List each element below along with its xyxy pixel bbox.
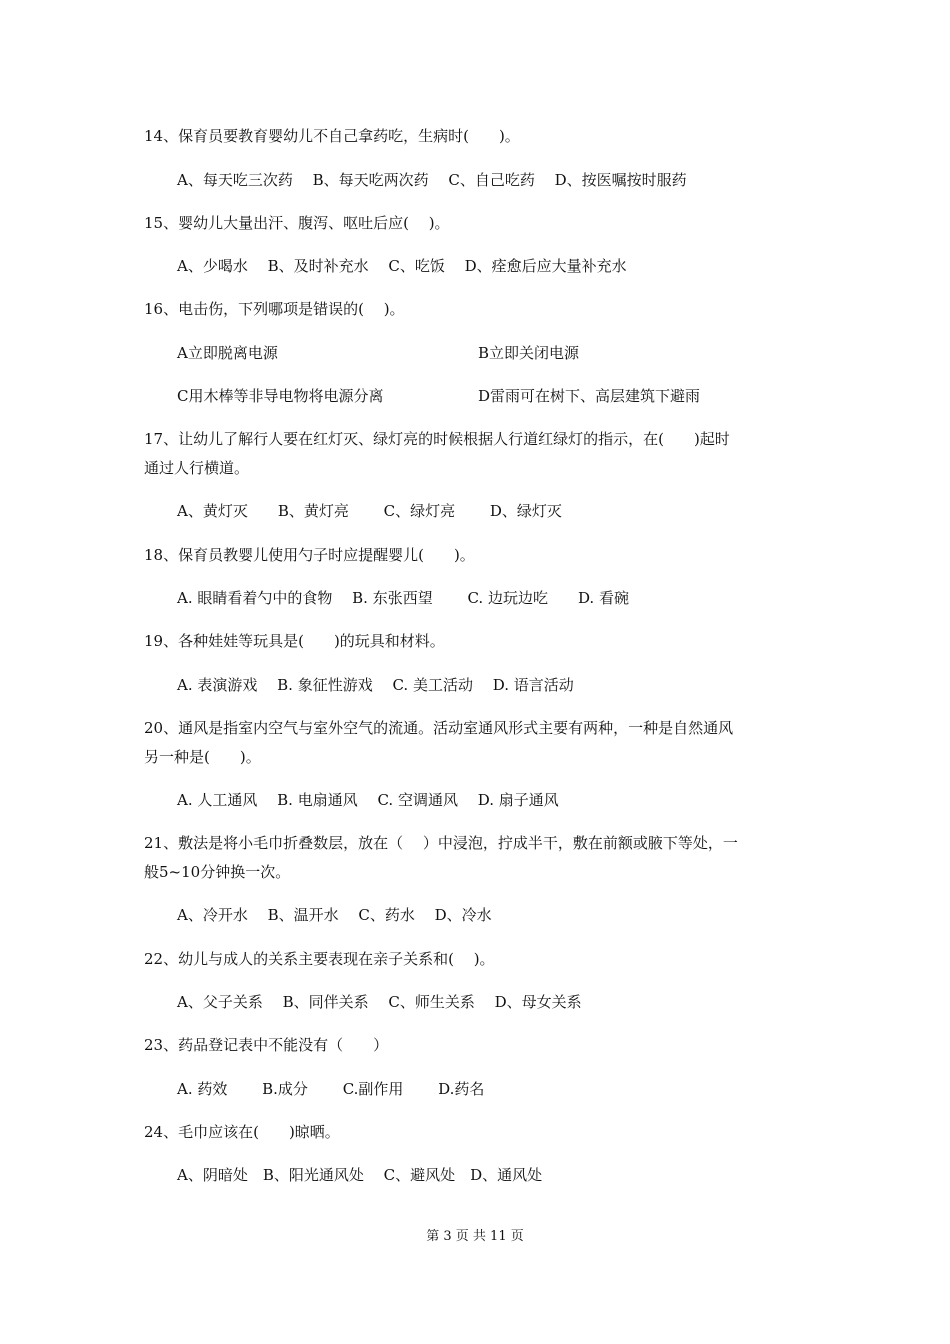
question-20-options: A. 人工通风 B. 电扇通风 C. 空调通风 D. 扇子通风 — [177, 791, 559, 809]
question-18: 18、保育员教婴儿使用勺子时应提醒婴儿( )。 — [144, 546, 475, 564]
question-21-line-2: 般5~10分钟换一次。 — [144, 863, 291, 881]
question-17-line-1: 17、让幼儿了解行人要在红灯灭、绿灯亮的时候根据人行道红绿灯的指示，在( )起时 — [144, 430, 730, 448]
question-15-options: A、少喝水 B、及时补充水 C、吃饭 D、痊愈后应大量补充水 — [177, 257, 627, 275]
question-14: 14、保育员要教育婴幼儿不自己拿药吃，生病时( )。 — [144, 127, 520, 145]
question-23: 23、药品登记表中不能没有（ ） — [144, 1036, 389, 1054]
question-24: 24、毛巾应该在( )晾晒。 — [144, 1123, 340, 1141]
question-18-options: A. 眼睛看着勺中的食物 B. 东张西望 C. 边玩边吃 D. 看碗 — [177, 589, 629, 607]
question-19-options: A. 表演游戏 B. 象征性游戏 C. 美工活动 D. 语言活动 — [177, 676, 574, 694]
question-21-options: A、冷开水 B、温开水 C、药水 D、冷水 — [177, 906, 492, 924]
question-24-options: A、阴暗处 B、阳光通风处 C、避风处 D、通风处 — [177, 1166, 543, 1184]
question-22-options: A、父子关系 B、同伴关系 C、师生关系 D、母女关系 — [177, 993, 582, 1011]
question-16-option-d: D雷雨可在树下、高层建筑下避雨 — [478, 387, 701, 405]
question-17-line-2: 通过人行横道。 — [144, 459, 250, 477]
page-number-footer: 第 3 页 共 11 页 — [426, 1229, 524, 1244]
question-15: 15、婴幼儿大量出汗、腹泻、呕吐后应( )。 — [144, 214, 450, 232]
question-16-option-b: B立即关闭电源 — [478, 344, 580, 362]
question-21-line-1: 21、敷法是将小毛巾折叠数层，放在（ ）中浸泡，拧成半干，敷在前额或腋下等处，一 — [144, 834, 738, 852]
question-17-options: A、黄灯灭 B、黄灯亮 C、绿灯亮 D、绿灯灭 — [177, 502, 562, 520]
question-23-options: A. 药效 B.成分 C.副作用 D.药名 — [177, 1080, 485, 1098]
question-16: 16、电击伤，下列哪项是错误的( )。 — [144, 300, 405, 318]
question-14-options: A、每天吃三次药 B、每天吃两次药 C、自己吃药 D、按医嘱按时服药 — [177, 171, 687, 189]
question-22: 22、幼儿与成人的关系主要表现在亲子关系和( )。 — [144, 950, 495, 968]
question-19: 19、各种娃娃等玩具是( )的玩具和材料。 — [144, 632, 445, 650]
question-20-line-1: 20、通风是指室内空气与室外空气的流通。活动室通风形式主要有两种，一种是自然通风 — [144, 719, 734, 737]
question-16-option-c: C用木棒等非导电物将电源分离 — [177, 387, 384, 405]
question-16-option-a: A立即脱离电源 — [177, 344, 278, 362]
question-20-line-2: 另一种是( )。 — [144, 748, 261, 766]
